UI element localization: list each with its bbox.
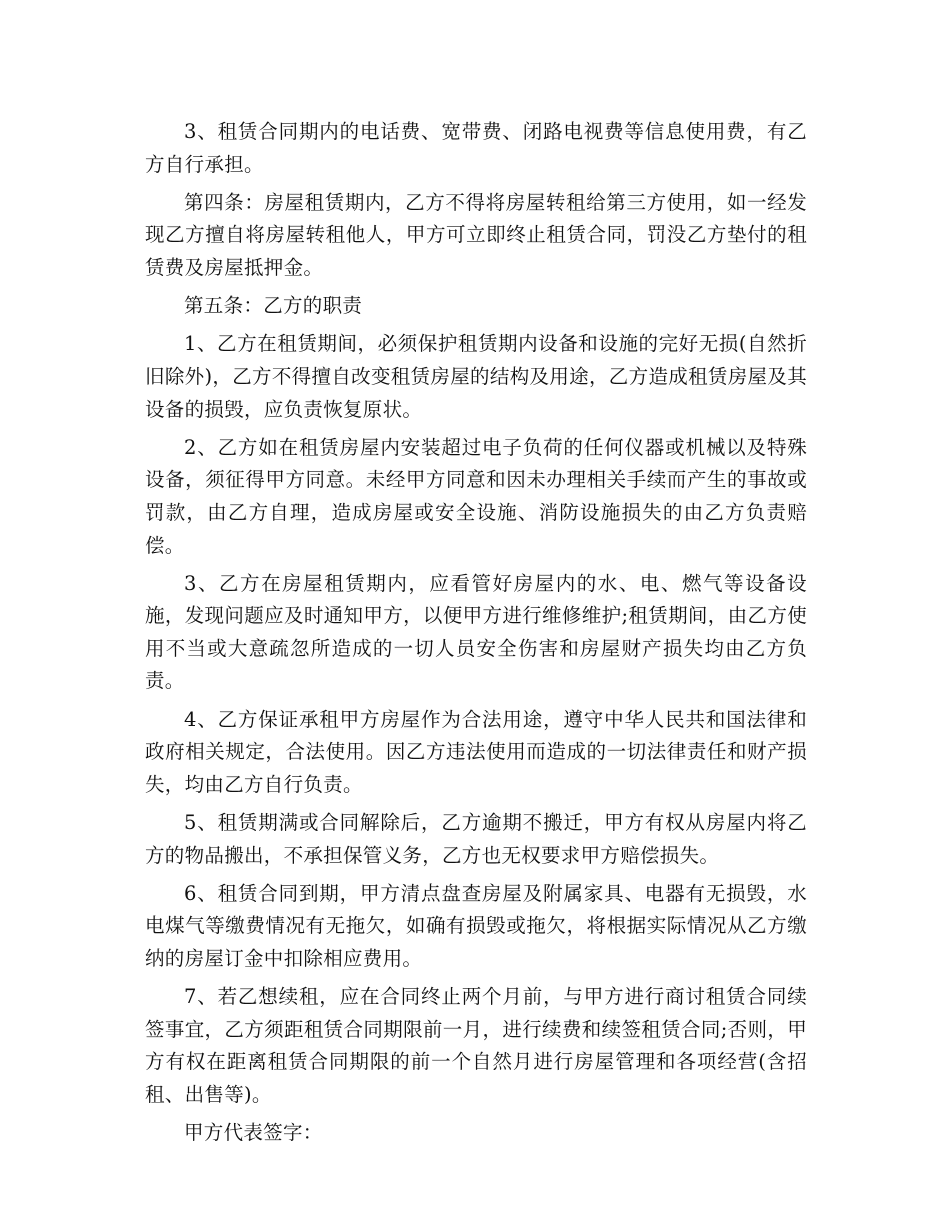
article-5-heading: 第五条：乙方的职责 <box>184 294 363 318</box>
party-a-signature-line: 甲方代表签字： <box>184 1121 323 1145</box>
clause-6-inspection: 6、租赁合同到期，甲方清点盘查房屋及附属家具、电器有无损毁，水电煤气等缴费情况有无拖欠，如确有损毁或拖欠，将根据实际情况从乙方缴纳的房屋订金中扣除相应费用。 <box>145 881 807 970</box>
clause-3-communication-fees: 3、租赁合同期内的电话费、宽带费、闭路电视费等信息使用费，有乙方自行承担。 <box>145 120 807 176</box>
clause-5-move-out: 5、租赁期满或合同解除后，乙方逾期不搬迁，甲方有权从房屋内将乙方的物品搬出，不承担保管义务，乙方也无权要求甲方赔偿损失。 <box>145 811 807 867</box>
clause-1-equipment-protection: 1、乙方在租赁期间，必须保护租赁期内设备和设施的完好无损(自然折旧除外)，乙方不得擅自改变租赁房屋的结构及用途，乙方造成租赁房屋及其设备的损毁，应负责恢复原状。 <box>145 332 807 421</box>
article-4-sublease: 第四条：房屋租赁期内，乙方不得将房屋转租给第三方使用，如一经发现乙方擅自将房屋转租他人，甲方可立即终止租赁合同，罚没乙方垫付的租赁费及房屋抵押金。 <box>145 190 807 279</box>
clause-3-utilities-care: 3、乙方在房屋租赁期内，应看管好房屋内的水、电、燃气等设备设施，发现问题应及时通知甲方，以便甲方进行维修维护;租赁期间，由乙方使用不当或大意疏忽所造成的一切人员安全伤害和房屋财产损失均由乙方负责。 <box>145 571 807 693</box>
clause-7-renewal: 7、若乙想续租，应在合同终止两个月前，与甲方进行商讨租赁合同续签事宜，乙方须距租赁合同期限前一月，进行续费和续签租赁合同;否则，甲方有权在距离租赁合同期限的前一个自然月进行房屋管理和各项经营(含招租、出售等)。 <box>145 985 807 1106</box>
clause-4-legal-use: 4、乙方保证承租甲方房屋作为合法用途，遵守中华人民共和国法律和政府相关规定，合法使用。因乙方违法使用而造成的一切法律责任和财产损失，均由乙方自行负责。 <box>145 707 807 796</box>
clause-2-special-equipment: 2、乙方如在租赁房屋内安装超过电子负荷的任何仪器或机械以及特殊设备，须征得甲方同意。未经甲方同意和因未办理相关手续而产生的事故或罚款，由乙方自理，造成房屋或安全设施、消防设施损失的由乙方负责赔偿。 <box>145 435 807 557</box>
document-body <box>145 116 807 1155</box>
